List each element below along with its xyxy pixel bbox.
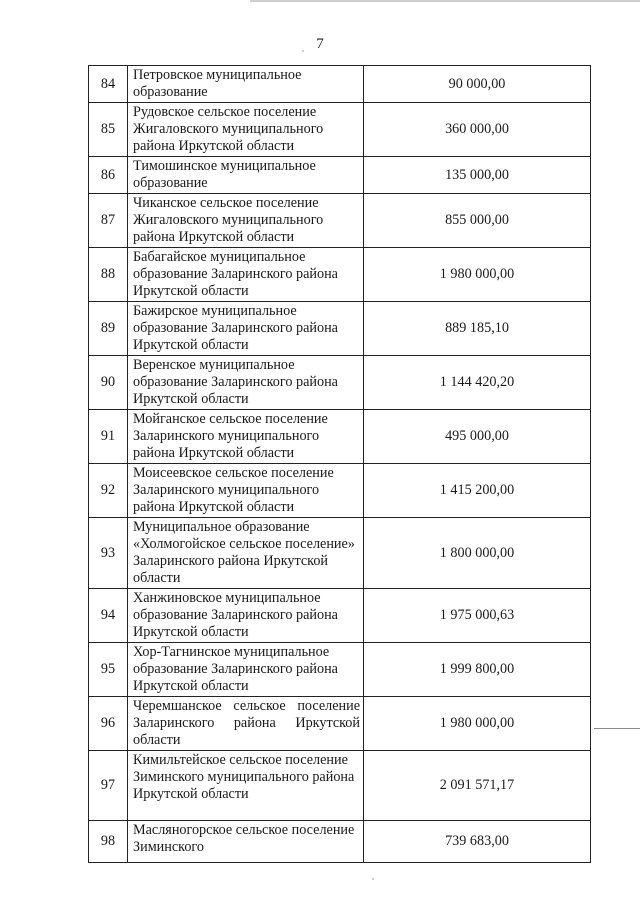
- row-number: 85: [89, 103, 128, 157]
- municipality-name: Мойганское сельское поселение Заларинского муниципального района Иркутской области: [128, 410, 364, 464]
- municipality-name: Рудовское сельское поселение Жигаловского муниципального района Иркутской области: [128, 103, 364, 157]
- municipality-name: Ханжиновское муниципальное образование Заларинского района Иркутской области: [128, 589, 364, 643]
- row-number: 90: [89, 356, 128, 410]
- scan-speck: [302, 50, 304, 52]
- row-number: 89: [89, 302, 128, 356]
- amount-value: 1 975 000,63: [364, 589, 591, 643]
- allocation-table: [88, 65, 591, 863]
- row-number: 91: [89, 410, 128, 464]
- margin-mark: [594, 728, 640, 729]
- table-row: [89, 643, 591, 697]
- top-edge-line: [250, 0, 640, 2]
- table-row: [89, 697, 591, 751]
- table-row: [89, 589, 591, 643]
- row-number: 88: [89, 248, 128, 302]
- row-number: 86: [89, 157, 128, 194]
- municipality-name: Бажирское муниципальное образование Заларинского района Иркутской области: [128, 302, 364, 356]
- amount-value: 1 800 000,00: [364, 518, 591, 589]
- table-row: [89, 248, 591, 302]
- municipality-name: Бабагайское муниципальное образование Заларинского района Иркутской области: [128, 248, 364, 302]
- amount-value: 1 144 420,20: [364, 356, 591, 410]
- amount-value: 1 999 800,00: [364, 643, 591, 697]
- page-number: 7: [316, 36, 324, 52]
- table-row: [89, 103, 591, 157]
- municipality-name: Чиканское сельское поселение Жигаловского муниципального района Иркутской области: [128, 194, 364, 248]
- row-number: 87: [89, 194, 128, 248]
- municipality-name: Тимошинское муниципальное образование: [128, 157, 364, 194]
- row-number: 96: [89, 697, 128, 751]
- row-number: 94: [89, 589, 128, 643]
- table-row: [89, 751, 591, 821]
- municipality-name: Муниципальное образование «Холмогойское сельское поселение» Заларинского района Иркутской области: [128, 518, 364, 589]
- amount-value: 360 000,00: [364, 103, 591, 157]
- amount-value: 495 000,00: [364, 410, 591, 464]
- row-number: 97: [89, 751, 128, 821]
- table-row: [89, 66, 591, 103]
- municipality-name: Масляногорское сельское поселение Зиминского: [128, 821, 364, 863]
- scan-speck: [372, 878, 374, 880]
- row-number: 98: [89, 821, 128, 863]
- table-row: [89, 194, 591, 248]
- table-row: [89, 356, 591, 410]
- table-row: [89, 518, 591, 589]
- municipality-name: Хор-Тагнинское муниципальное образование Заларинского района Иркутской области: [128, 643, 364, 697]
- row-number: 93: [89, 518, 128, 589]
- amount-value: 739 683,00: [364, 821, 591, 863]
- table-row: [89, 464, 591, 518]
- amount-value: 855 000,00: [364, 194, 591, 248]
- amount-value: 1 980 000,00: [364, 248, 591, 302]
- amount-value: 135 000,00: [364, 157, 591, 194]
- row-number: 92: [89, 464, 128, 518]
- table-row: [89, 821, 591, 863]
- row-number: 95: [89, 643, 128, 697]
- municipality-name: Веренское муниципальное образование Заларинского района Иркутской области: [128, 356, 364, 410]
- row-number: 84: [89, 66, 128, 103]
- amount-value: 90 000,00: [364, 66, 591, 103]
- table-row: [89, 302, 591, 356]
- municipality-name: Моисеевское сельское поселение Заларинского муниципального района Иркутской области: [128, 464, 364, 518]
- amount-value: 889 185,10: [364, 302, 591, 356]
- municipality-name: Черемшанское сельское поселение Заларинского района Иркутской области: [128, 697, 364, 751]
- municipality-name: Петровское муниципальное образование: [128, 66, 364, 103]
- amount-value: 1 415 200,00: [364, 464, 591, 518]
- table-row: [89, 157, 591, 194]
- amount-value: 1 980 000,00: [364, 697, 591, 751]
- amount-value: 2 091 571,17: [364, 751, 591, 821]
- municipality-name: Кимильтейское сельское поселение Зиминского муниципального района Иркутской области: [128, 751, 364, 821]
- table-row: [89, 410, 591, 464]
